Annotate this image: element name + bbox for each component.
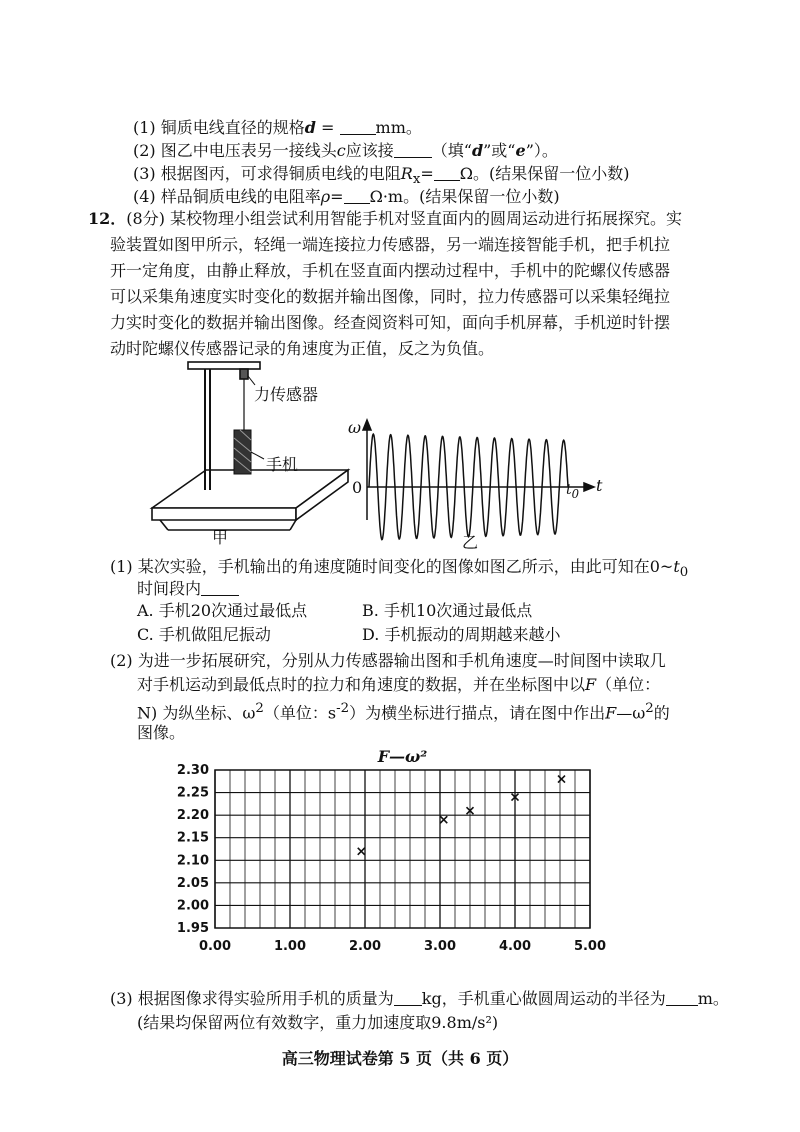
x-tick-label: 3.00 [423, 939, 457, 954]
sub3-line-1 [110, 988, 729, 1010]
sup-minus-2: -2 [336, 701, 350, 716]
t0-var: t [566, 482, 572, 498]
sub1-text-2: 时间段内 [137, 579, 202, 598]
figure-yi-caption: 乙 [462, 533, 479, 552]
sup-2: 2 [645, 701, 654, 716]
eq: = [420, 164, 434, 183]
prev-q2-or: ”或“ [483, 141, 516, 160]
sub2-text-3a: N) 为纵坐标、ω [137, 703, 256, 723]
sub2-text-2a: 对手机运动到最低点时的拉力和角速度的数据，并在坐标图中以 [137, 675, 586, 694]
sub2-text-2b: （单位： [596, 675, 661, 694]
sub1-text: (1) 某次实验，手机输出的角速度随时间变化的图像如图乙所示，由此可知在0~ [110, 557, 674, 576]
prev-q3-post: Ω。(结果保留一位小数) [459, 164, 630, 183]
option-d-text: 手机振动的周期越来越小 [384, 625, 561, 644]
data-point [558, 776, 565, 783]
sup-2: 2 [255, 701, 264, 716]
sub2-text-3b: （单位：s [263, 703, 337, 723]
q12-number: 12． [88, 209, 127, 228]
yi-x-label: t [596, 476, 603, 495]
sub-x: x [412, 172, 421, 188]
sub3-text-1c: m。 [697, 989, 729, 1008]
figure-jia-caption: 甲 [212, 528, 229, 547]
phone-label: 手机 [266, 455, 299, 474]
y-tick-label: 2.00 [176, 898, 209, 914]
page-footer: 高三物理试卷第 5 页（共 6 页） [281, 1049, 519, 1068]
prev-q2-end: ”）。 [525, 141, 558, 160]
option-b-text: 手机10次通过最低点 [383, 601, 533, 620]
unit: mm。 [375, 118, 422, 137]
eq: = [330, 187, 344, 206]
var-r: R [400, 164, 413, 183]
answer-blank-mass[interactable] [394, 989, 422, 1006]
yi-origin-label: 0 [352, 478, 363, 497]
y-tick-label: 1.95 [176, 921, 209, 936]
prev-q2-mid: 应该接 [345, 141, 394, 160]
eq: = [315, 118, 340, 137]
option-d-key: D. [362, 625, 380, 644]
y-tick-label: 2.05 [176, 875, 209, 891]
option-e: e [515, 141, 526, 160]
prev-q2-text: (2) 图乙中电压表另一接线头 [133, 141, 337, 160]
sub2-text-3d: —ω [616, 703, 646, 723]
answer-blank-radius[interactable] [666, 989, 698, 1006]
sub3-line-2: (结果均保留两位有效数字，重力加速度取9.8m/s²) [137, 1013, 499, 1032]
var-f: F [585, 675, 597, 694]
sub-0: 0 [679, 565, 689, 581]
sub2-line-4: 图像。 [137, 723, 186, 742]
q12-text: (8分) 某校物理小组尝试利用智能手机对竖直面内的圆周运动进行拓展探究。实 [126, 209, 683, 228]
sub2-line-1: (2) 为进一步拓展研究，分别从力传感器输出图和手机角速度—时间图中读取几 [110, 651, 666, 670]
q12-line-4: 可以采集角速度实时变化的数据并输出图像，同时，拉力传感器可以采集轻绳拉 [110, 287, 671, 306]
sensor-label: 力传感器 [254, 385, 319, 404]
var-f: F [605, 703, 617, 723]
option-a-text: 手机20次通过最低点 [158, 601, 308, 620]
var-d: d [304, 118, 316, 137]
option-c-text: 手机做阻尼振动 [158, 625, 271, 644]
y-tick-label: 2.25 [176, 785, 209, 801]
prev-q2-post: （填“ [431, 141, 472, 160]
q12-line-6: 动时陀螺仪传感器记录的角速度为正值，反之为负值。 [110, 339, 495, 358]
x-tick-label: 4.00 [498, 939, 532, 954]
x-tick-label: 1.00 [273, 939, 307, 954]
y-tick-label: 2.10 [176, 853, 209, 869]
prev-q3-text: (3) 根据图丙，可求得铜质电线的电阻 [133, 164, 401, 183]
sub3-text-1b: kg，手机重心做圆周运动的半径为 [421, 989, 666, 1008]
option-a-key: A. [137, 601, 154, 620]
prev-q1-text: (1) 铜质电线直径的规格 [133, 118, 305, 137]
prev-q4-text: (4) 样品铜质电线的电阻率 [133, 187, 321, 206]
var-c: c [336, 141, 346, 160]
x-tick-label: 2.00 [348, 939, 382, 954]
data-point [358, 848, 365, 855]
option-d: d [471, 141, 484, 160]
sub2-text-3e: 的 [653, 703, 670, 723]
t0-sub: 0 [571, 486, 580, 501]
option-b-key: B. [362, 601, 379, 620]
x-tick-label: 5.00 [573, 939, 607, 954]
chart-title: F—ω² [377, 747, 428, 766]
sub3-text-1a: (3) 根据图像求得实验所用手机的质量为 [110, 989, 394, 1008]
var-rho: ρ [320, 187, 331, 206]
var-t: t [673, 557, 680, 576]
y-tick-label: 2.20 [176, 808, 209, 824]
x-tick-label: 0.00 [198, 939, 232, 954]
y-tick-label: 2.30 [176, 763, 209, 778]
yi-y-label: ω [348, 418, 362, 437]
q12-line-5: 力实时变化的数据并输出图像。经查阅资料可知，面向手机屏幕，手机逆时针摆 [110, 313, 671, 332]
y-tick-label: 2.15 [176, 830, 209, 846]
chart-frame [215, 770, 590, 928]
data-point [440, 816, 447, 823]
option-c-key: C. [137, 625, 154, 644]
prev-q4-post: Ω·m。(结果保留一位小数) [369, 187, 560, 206]
sub2-text-3c: ）为横坐标进行描点，请在图中作出 [349, 703, 606, 723]
q12-line-2: 验装置如图甲所示，轻绳一端连接拉力传感器，另一端连接智能手机，把手机拉 [110, 235, 671, 254]
q12-line-3: 开一定角度，由静止释放，手机在竖直面内摆动过程中，手机中的陀螺仪传感器 [110, 261, 671, 280]
